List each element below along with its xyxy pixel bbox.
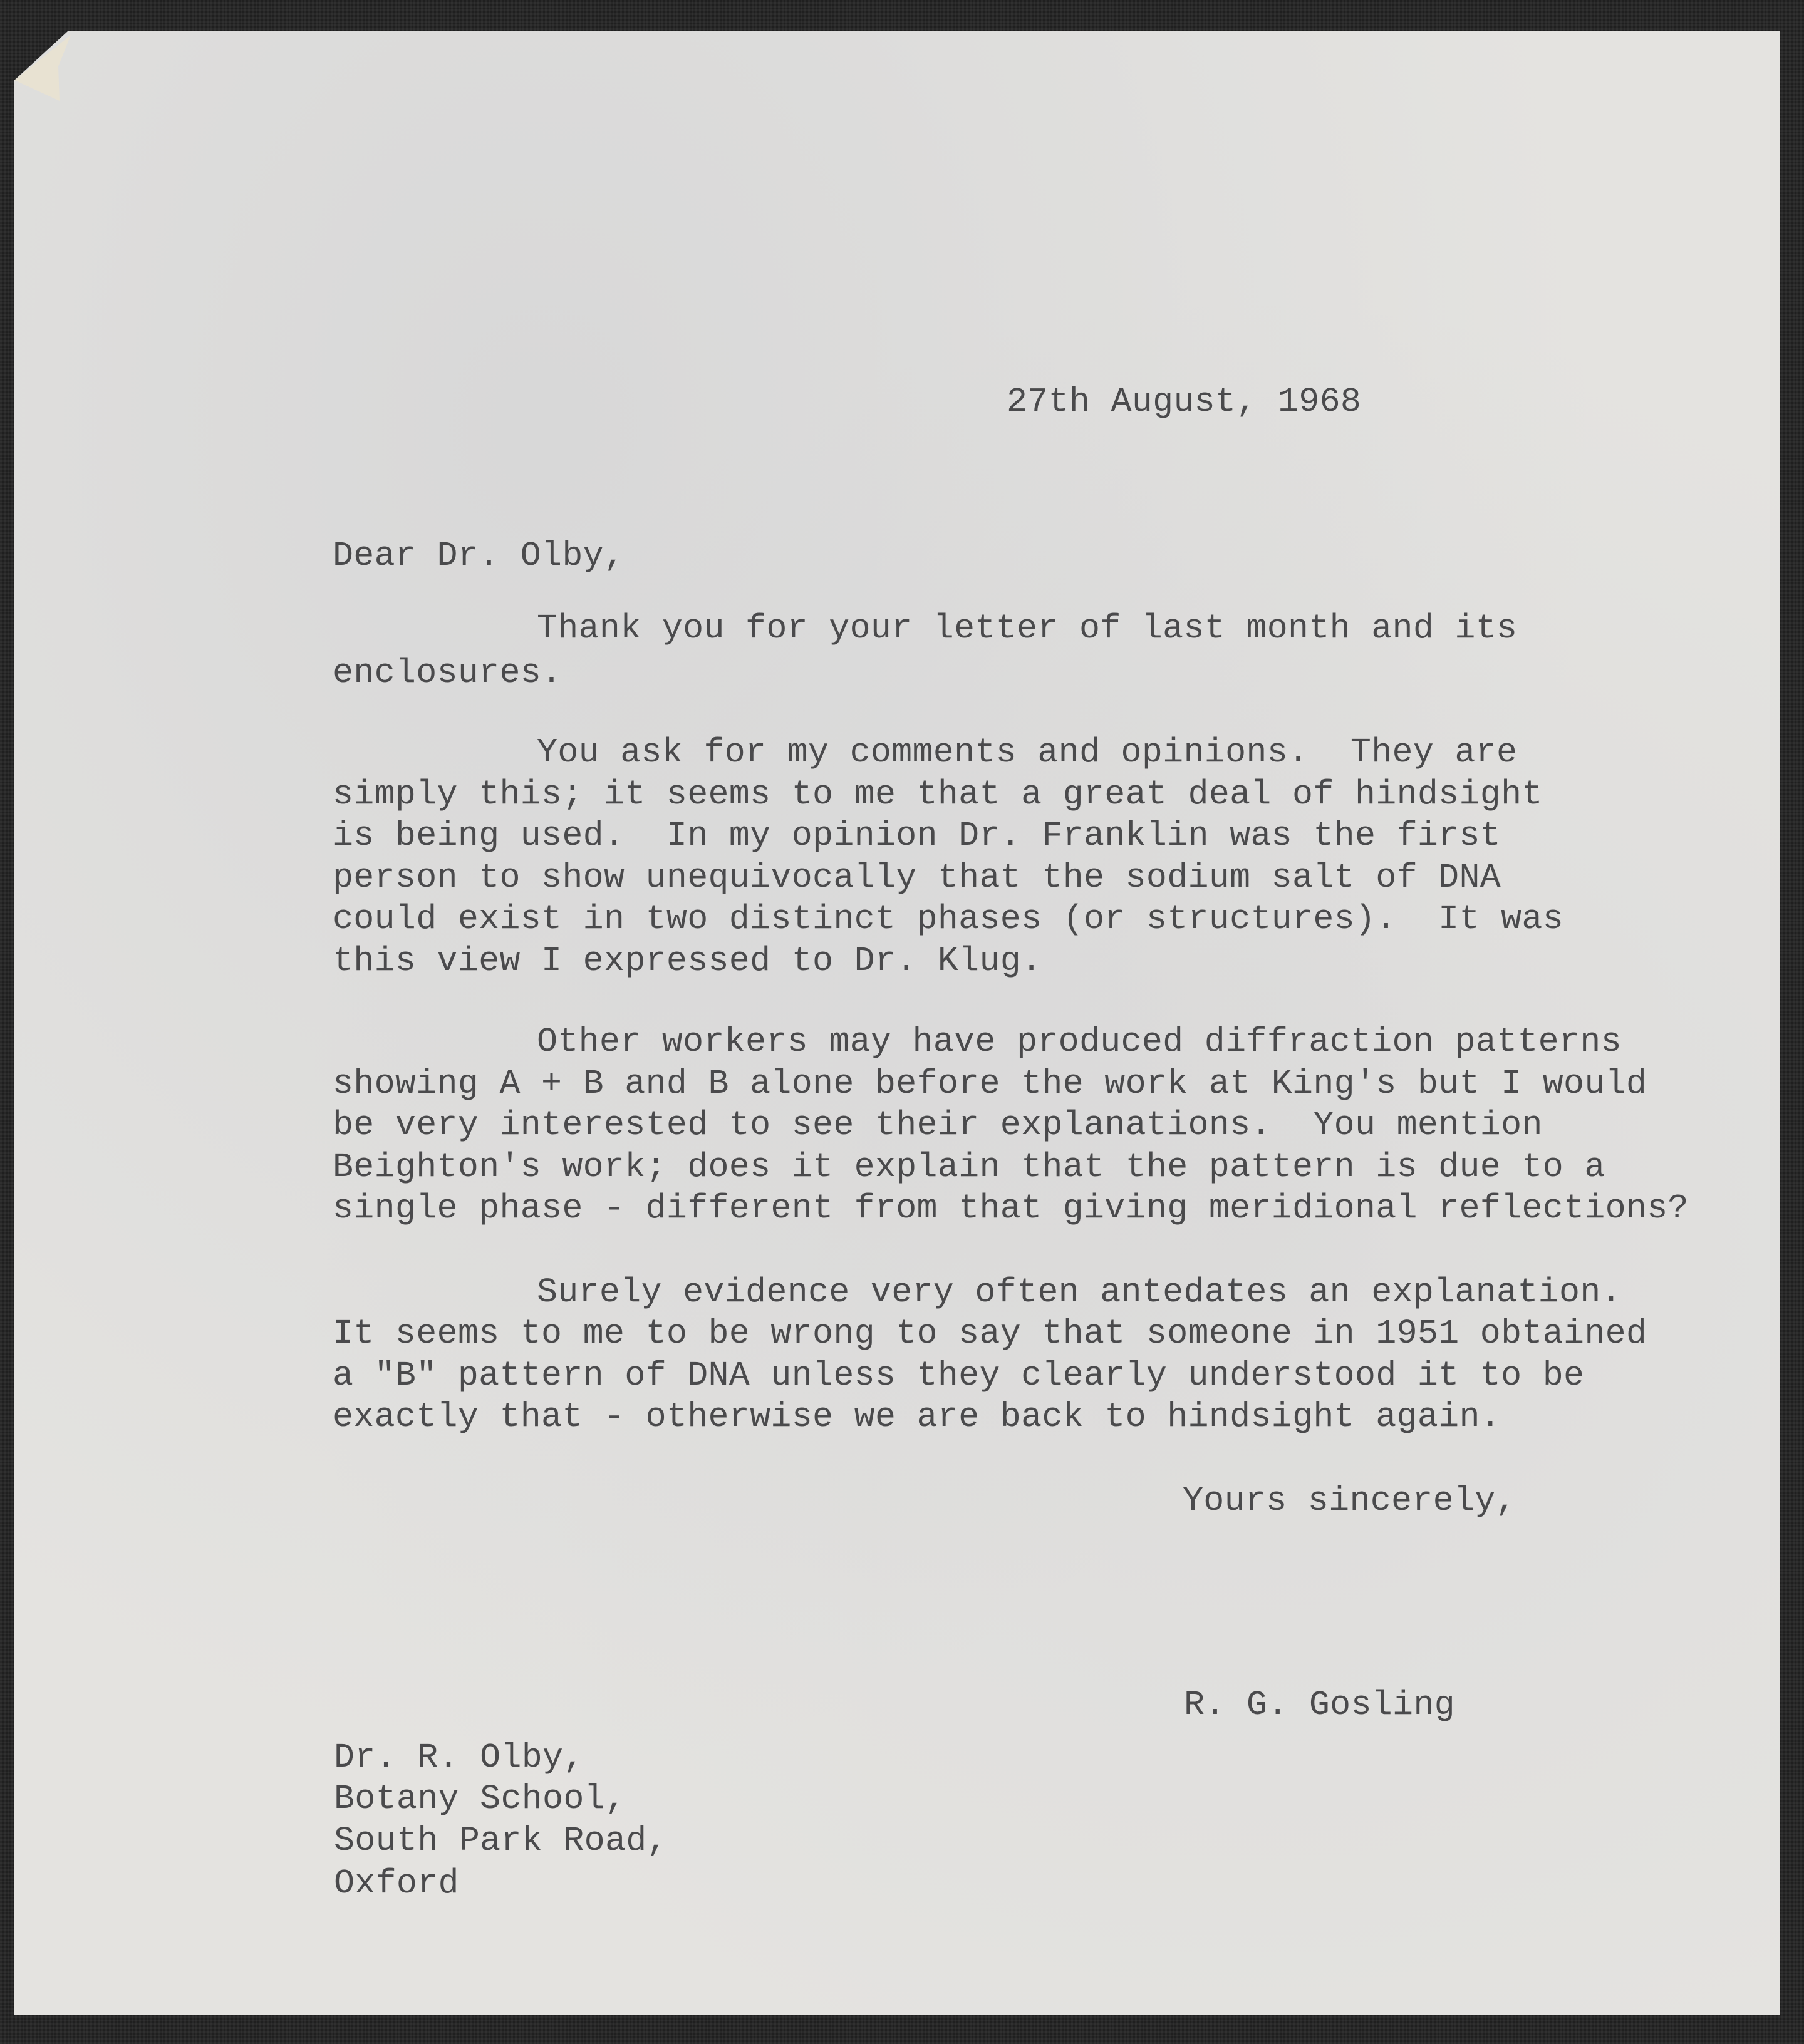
paragraph-4-line: exactly that - otherwise we are back to hindsight again. [333,1397,1501,1437]
paragraph-3-line: showing A + B and B alone before the work at King's but I would [333,1064,1647,1103]
paragraph-2-line: simply this; it seems to me that a great deal of hindsight [333,775,1543,814]
paragraph-4-line: Surely evidence very often antedates an explanation. [537,1272,1622,1312]
letter-date: 27th August, 1968 [1007,382,1362,421]
paragraph-2-line: person to show unequivocally that the sodium salt of DNA [333,858,1501,897]
paragraph-3-line: be very interested to see their explanations. You mention [333,1105,1543,1145]
paragraph-3-line: single phase - different from that giving meridional reflections? [333,1189,1689,1228]
paragraph-4-line: It seems to me to be wrong to say that someone in 1951 obtained [333,1314,1647,1353]
address-line: Dr. R. Olby, [334,1738,584,1777]
paragraph-2-line: You ask for my comments and opinions. They are [537,733,1518,772]
address-line: South Park Road, [334,1821,668,1861]
paragraph-2-line: this view I expressed to Dr. Klug. [333,941,1042,981]
address-line: Oxford [334,1864,459,1903]
paragraph-4-line: a "B" pattern of DNA unless they clearly understood it to be [333,1356,1585,1395]
paragraph-3-line: Other workers may have produced diffraction patterns [537,1022,1622,1061]
paragraph-3-line: Beighton's work; does it explain that the pattern is due to a [333,1147,1605,1187]
paragraph-1-line: enclosures. [333,653,562,693]
salutation: Dear Dr. Olby, [333,536,625,576]
paragraph-2-line: is being used. In my opinion Dr. Franklin was the first [333,816,1501,855]
paragraph-2-line: could exist in two distinct phases (or structures). It was [333,899,1564,939]
address-line: Botany School, [334,1779,626,1819]
closing: Yours sincerely, [1183,1481,1516,1520]
paragraph-1-line: Thank you for your letter of last month and its [537,609,1518,648]
signatory-name: R. G. Gosling [1184,1685,1455,1725]
